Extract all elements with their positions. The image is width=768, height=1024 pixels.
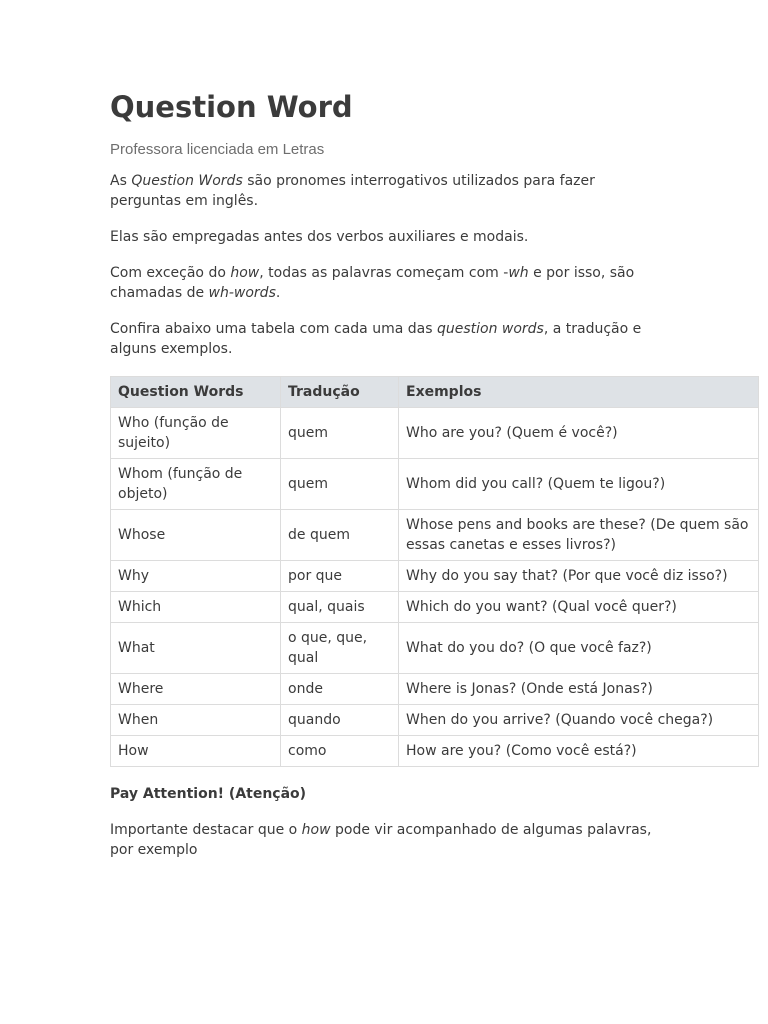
attention-heading: Pay Attention! (Atenção) <box>110 786 307 802</box>
cell-translation: como <box>281 736 399 767</box>
wh-words-paragraph: Com exceção do how, todas as palavras começam com -wh e por isso, são chamadas de wh-words. <box>110 265 635 301</box>
cell-example: Who are you? (Quem é você?) <box>399 408 759 459</box>
table-row <box>111 705 759 736</box>
cell-question-word: Where <box>111 674 281 705</box>
question-words-table <box>110 376 759 767</box>
cell-example: Which do you want? (Qual você quer?) <box>399 592 759 623</box>
cell-translation: de quem <box>281 510 399 561</box>
cell-translation: qual, quais <box>281 592 399 623</box>
cell-question-word: How <box>111 736 281 767</box>
author-subtitle: Professora licenciada em Letras <box>110 141 325 158</box>
cell-example: Why do you say that? (Por que você diz isso?) <box>399 561 759 592</box>
cell-translation: o que, que, qual <box>281 623 399 674</box>
table-row <box>111 592 759 623</box>
table-row <box>111 674 759 705</box>
cell-question-word: What <box>111 623 281 674</box>
page-title: Question Word <box>110 90 353 124</box>
table-intro-paragraph: Confira abaixo uma tabela com cada uma das question words, a tradução e alguns exemplos. <box>110 321 642 357</box>
cell-example: How are you? (Como você está?) <box>399 736 759 767</box>
cell-question-word: Why <box>111 561 281 592</box>
cell-translation: onde <box>281 674 399 705</box>
cell-example: What do you do? (O que você faz?) <box>399 623 759 674</box>
cell-example: Whom did you call? (Quem te ligou?) <box>399 459 759 510</box>
intro-paragraph: As Question Words são pronomes interrogativos utilizados para fazer perguntas em inglês. <box>110 173 595 209</box>
table-header-row <box>111 377 759 408</box>
cell-example: Where is Jonas? (Onde está Jonas?) <box>399 674 759 705</box>
cell-question-word: Whom (função de objeto) <box>111 459 281 510</box>
cell-translation: por que <box>281 561 399 592</box>
usage-paragraph: Elas são empregadas antes dos verbos auxiliares e modais. <box>110 229 529 245</box>
cell-question-word: Who (função de sujeito) <box>111 408 281 459</box>
cell-translation: quem <box>281 408 399 459</box>
cell-question-word: When <box>111 705 281 736</box>
cell-question-word: Which <box>111 592 281 623</box>
cell-question-word: Whose <box>111 510 281 561</box>
table-row <box>111 561 759 592</box>
emphasis-question-words: Question Words <box>131 173 243 189</box>
cell-example: When do you arrive? (Quando você chega?) <box>399 705 759 736</box>
cell-translation: quem <box>281 459 399 510</box>
table-row <box>111 736 759 767</box>
document-page <box>110 88 758 860</box>
cell-translation: quando <box>281 705 399 736</box>
cell-example: Whose pens and books are these? (De quem são essas canetas e esses livros?) <box>399 510 759 561</box>
table-row <box>111 408 759 459</box>
table-row <box>111 459 759 510</box>
header-question-words: Question Words <box>111 377 281 408</box>
header-exemplos: Exemplos <box>399 377 759 408</box>
table-row <box>111 510 759 561</box>
how-paragraph: Importante destacar que o how pode vir acompanhado de algumas palavras, por exemplo <box>110 822 652 858</box>
table-row <box>111 623 759 674</box>
header-traducao: Tradução <box>281 377 399 408</box>
